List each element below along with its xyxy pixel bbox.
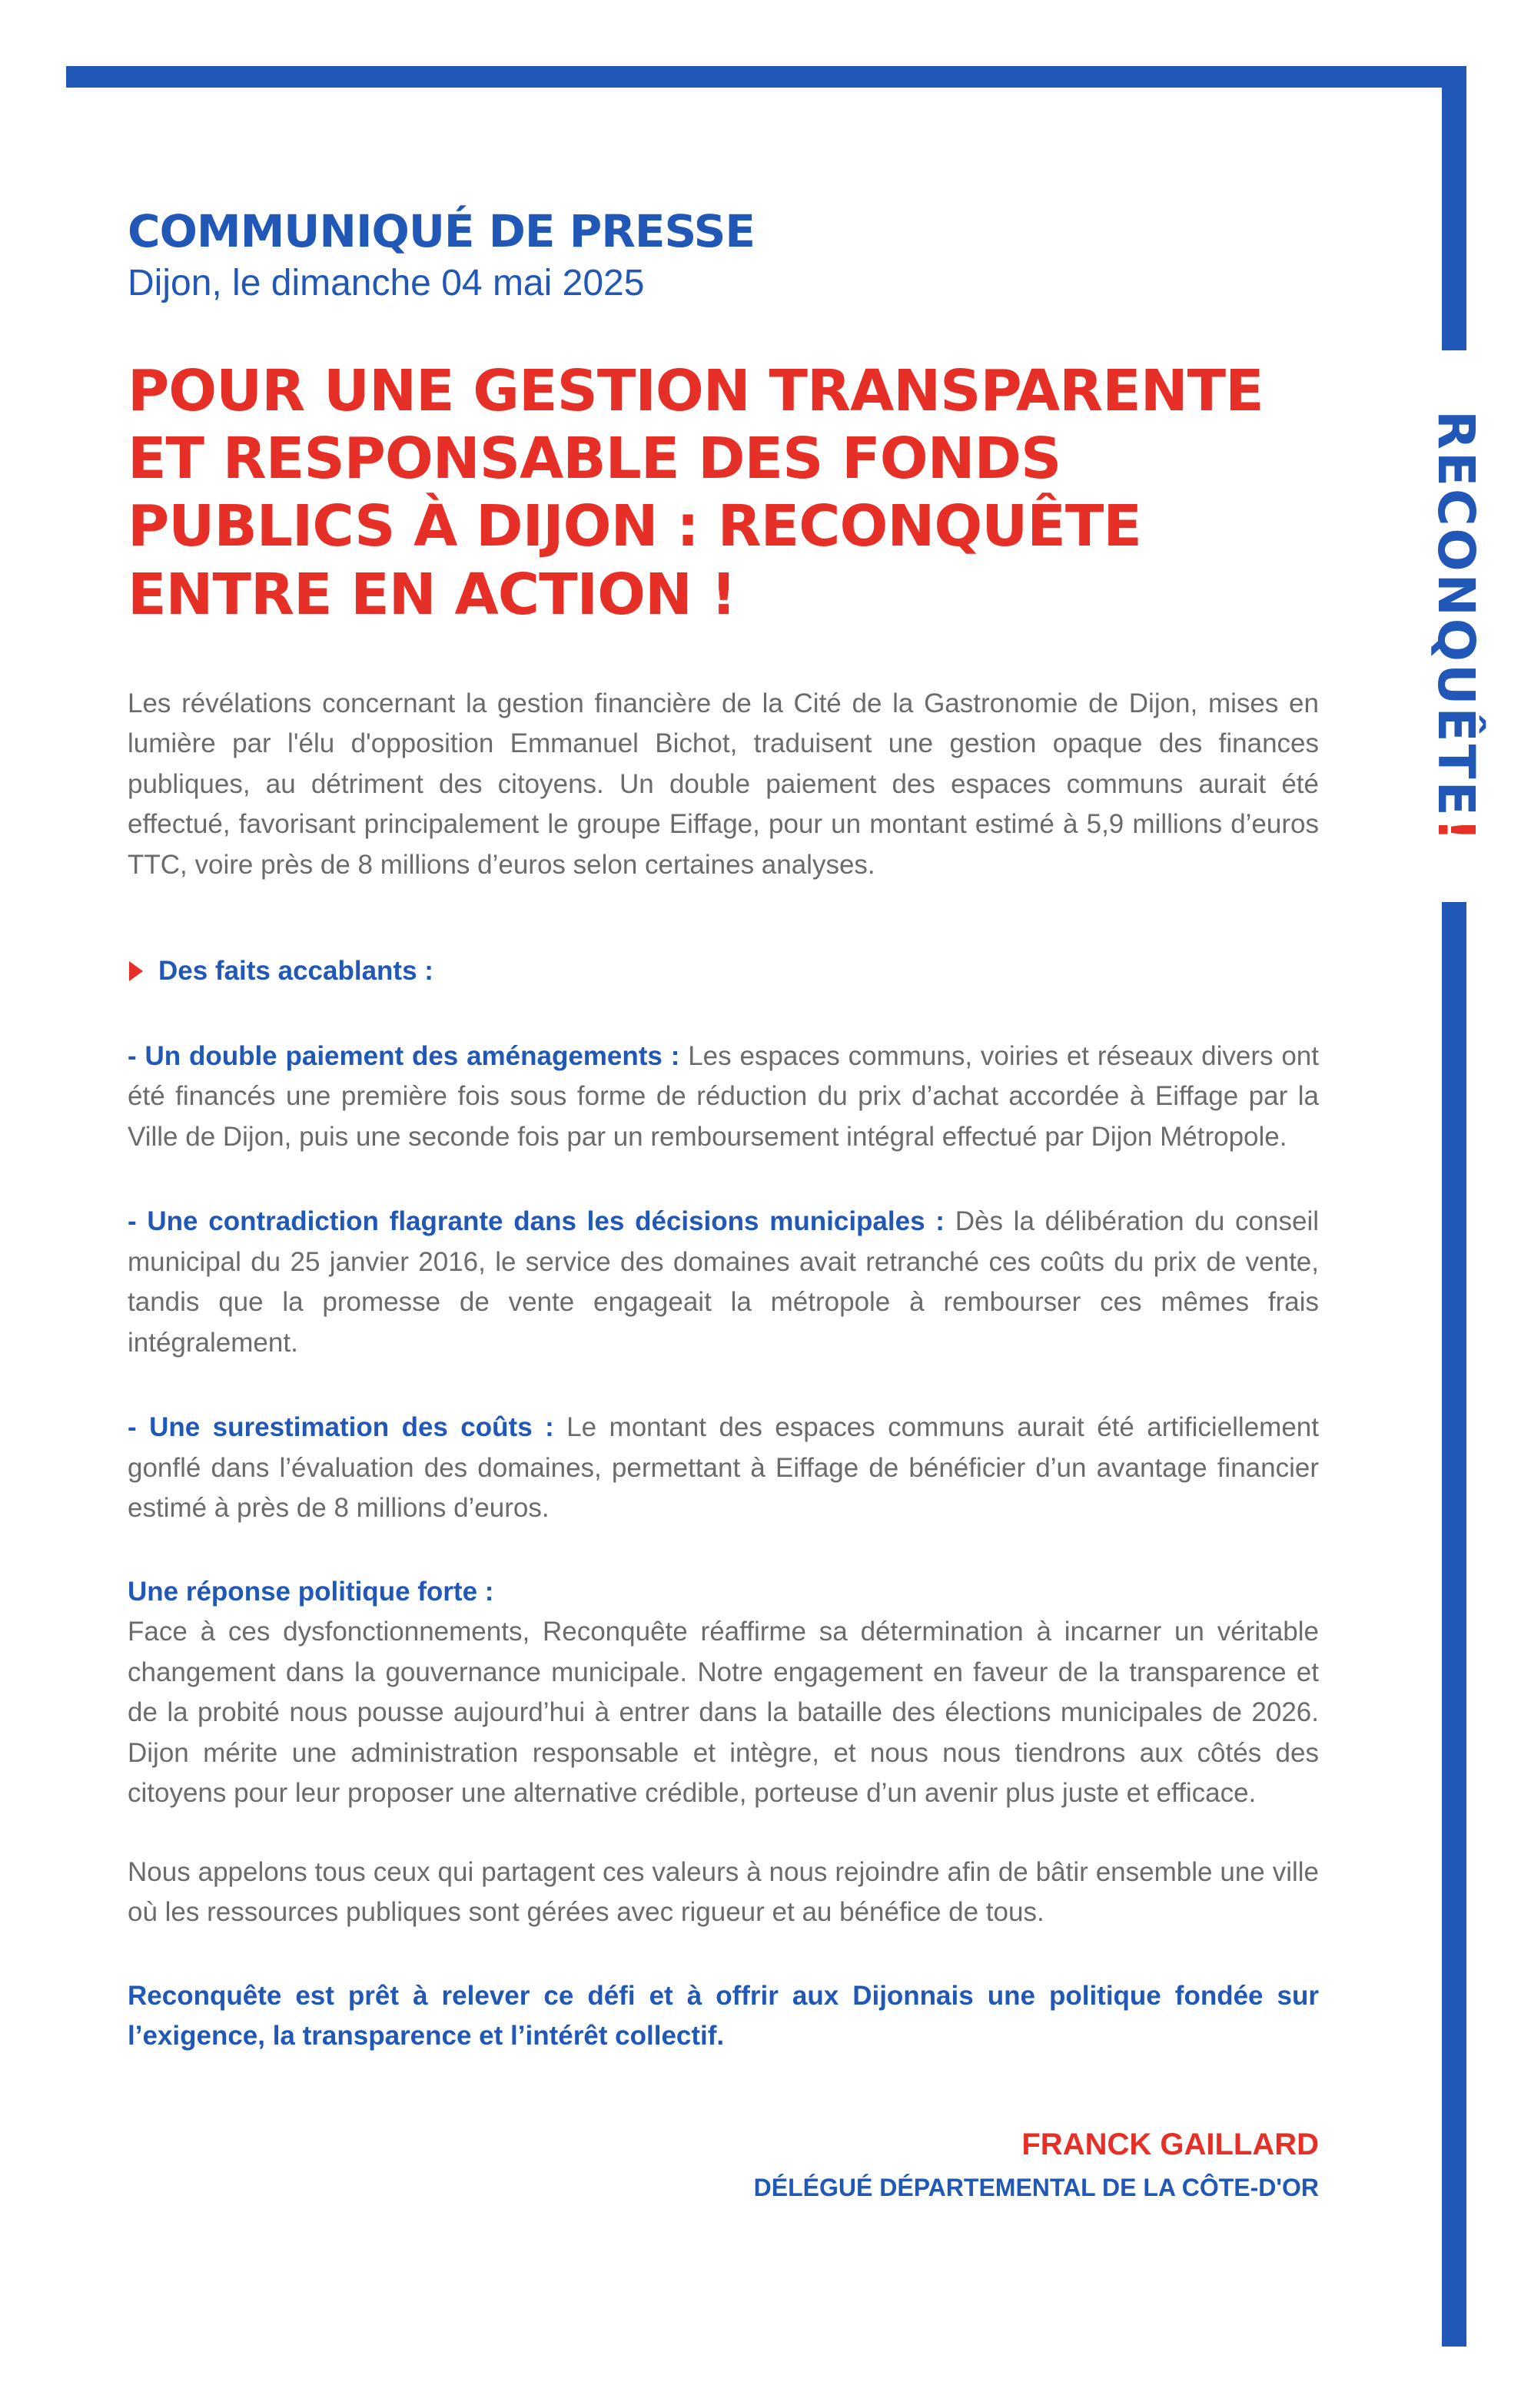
signatory-title: DÉLÉGUÉ DÉPARTEMENTAL DE LA CÔTE-D'OR: [753, 2173, 1319, 2201]
fact-paragraph: [128, 1037, 1319, 1158]
brand-logo: [1419, 410, 1493, 844]
closing-statement: Reconquête est prêt à relever ce défi et à offrir aux Dijonnais une politique fondée sur l’exigence, la transparence et l’intérêt collectif.: [128, 1980, 1319, 2051]
fact-label: - Une contradiction flagrante dans les décisions municipales :: [128, 1206, 945, 1237]
response-heading: Une réponse politique forte :: [128, 1576, 494, 1607]
brand-wordmark: RECONQUÊTE!: [1426, 410, 1486, 844]
fact-label: - Un double paiement des aménagements :: [128, 1040, 680, 1071]
fact-label: - Une surestimation des coûts :: [128, 1412, 554, 1443]
headline: POUR UNE GESTION TRANSPARENTE ET RESPONSABLE DES FONDS PUBLICS À DIJON : RECONQUÊTE ENTRE EN ACTION !: [128, 358, 1264, 628]
frame-right-bar-upper: [1442, 66, 1466, 350]
intro-paragraph: Les révélations concernant la gestion financière de la Cité de la Gastronomie de Dijon, mises en lumière par l'élu d'opposition Emmanuel Bichot, traduisent une gestion opaque des finances publiques, au détriment des citoyens. Un double paiement des espaces communs aurait été effectué, favorisant principalement le groupe Eiffage, pour un montant estimé à 5,9 millions d’euros TTC, voire près de 8 millions d’euros selon certaines analyses.: [128, 688, 1319, 880]
fact-text: Les espaces communs, voiries et réseaux divers ont été financés une première fois sous forme de réduction du prix d’achat accordée à Eiffage par la Ville de Dijon, puis une seconde fois par un remboursement intégral effectué par Dijon Métropole.: [128, 1040, 1319, 1152]
call-paragraph: Nous appelons tous ceux qui partagent ces valeurs à nous rejoindre afin de bâtir ensemble une ville où les ressources publiques sont gérées avec rigueur et au bénéfice de tous.: [128, 1856, 1319, 1928]
dateline: Dijon, le dimanche 04 mai 2025: [128, 262, 645, 303]
fact-text: Le montant des espaces communs aurait été artificiellement gonflé dans l’évaluation des domaines, permettant à Eiffage de bénéficier d’un avantage financier estimé à près de 8 millions d’euros.: [128, 1412, 1319, 1524]
facts-heading: [128, 951, 1319, 992]
fact-text: Dès la délibération du conseil municipal du 25 janvier 2016, le service des domaines avait retranché ces coûts du prix de vente, tandis que la promesse de vente engageait la métropole à rembourser ces mêmes frais intégralement.: [128, 1206, 1319, 1358]
frame-right-bar-lower: [1442, 902, 1466, 2347]
response-paragraph: Face à ces dysfonctionnements, Reconquête réaffirme sa détermination à incarner un véritable changement dans la gouvernance municipale. Notre engagement en faveur de la transparence et de la probité nous pousse aujourd’hui à entrer dans la bataille des élections municipales de 2026. Dijon mérite une administration responsable et intègre, et nous nous tiendrons aux côtés des citoyens pour leur proposer une alternative crédible, porteuse d’un avenir plus juste et efficace.: [128, 1617, 1319, 1809]
caret-right-icon: [129, 961, 143, 981]
frame-top-bar: [66, 66, 1466, 88]
signatory-name: FRANCK GAILLARD: [1021, 2127, 1319, 2161]
facts-heading-label: Des faits accablants :: [158, 956, 433, 987]
fact-paragraph: [128, 1202, 1319, 1363]
document-kicker: COMMUNIQUÉ DE PRESSE: [128, 205, 756, 257]
fact-paragraph: [128, 1408, 1319, 1529]
signature-block: [128, 2124, 1319, 2205]
press-release: [128, 207, 1319, 2204]
